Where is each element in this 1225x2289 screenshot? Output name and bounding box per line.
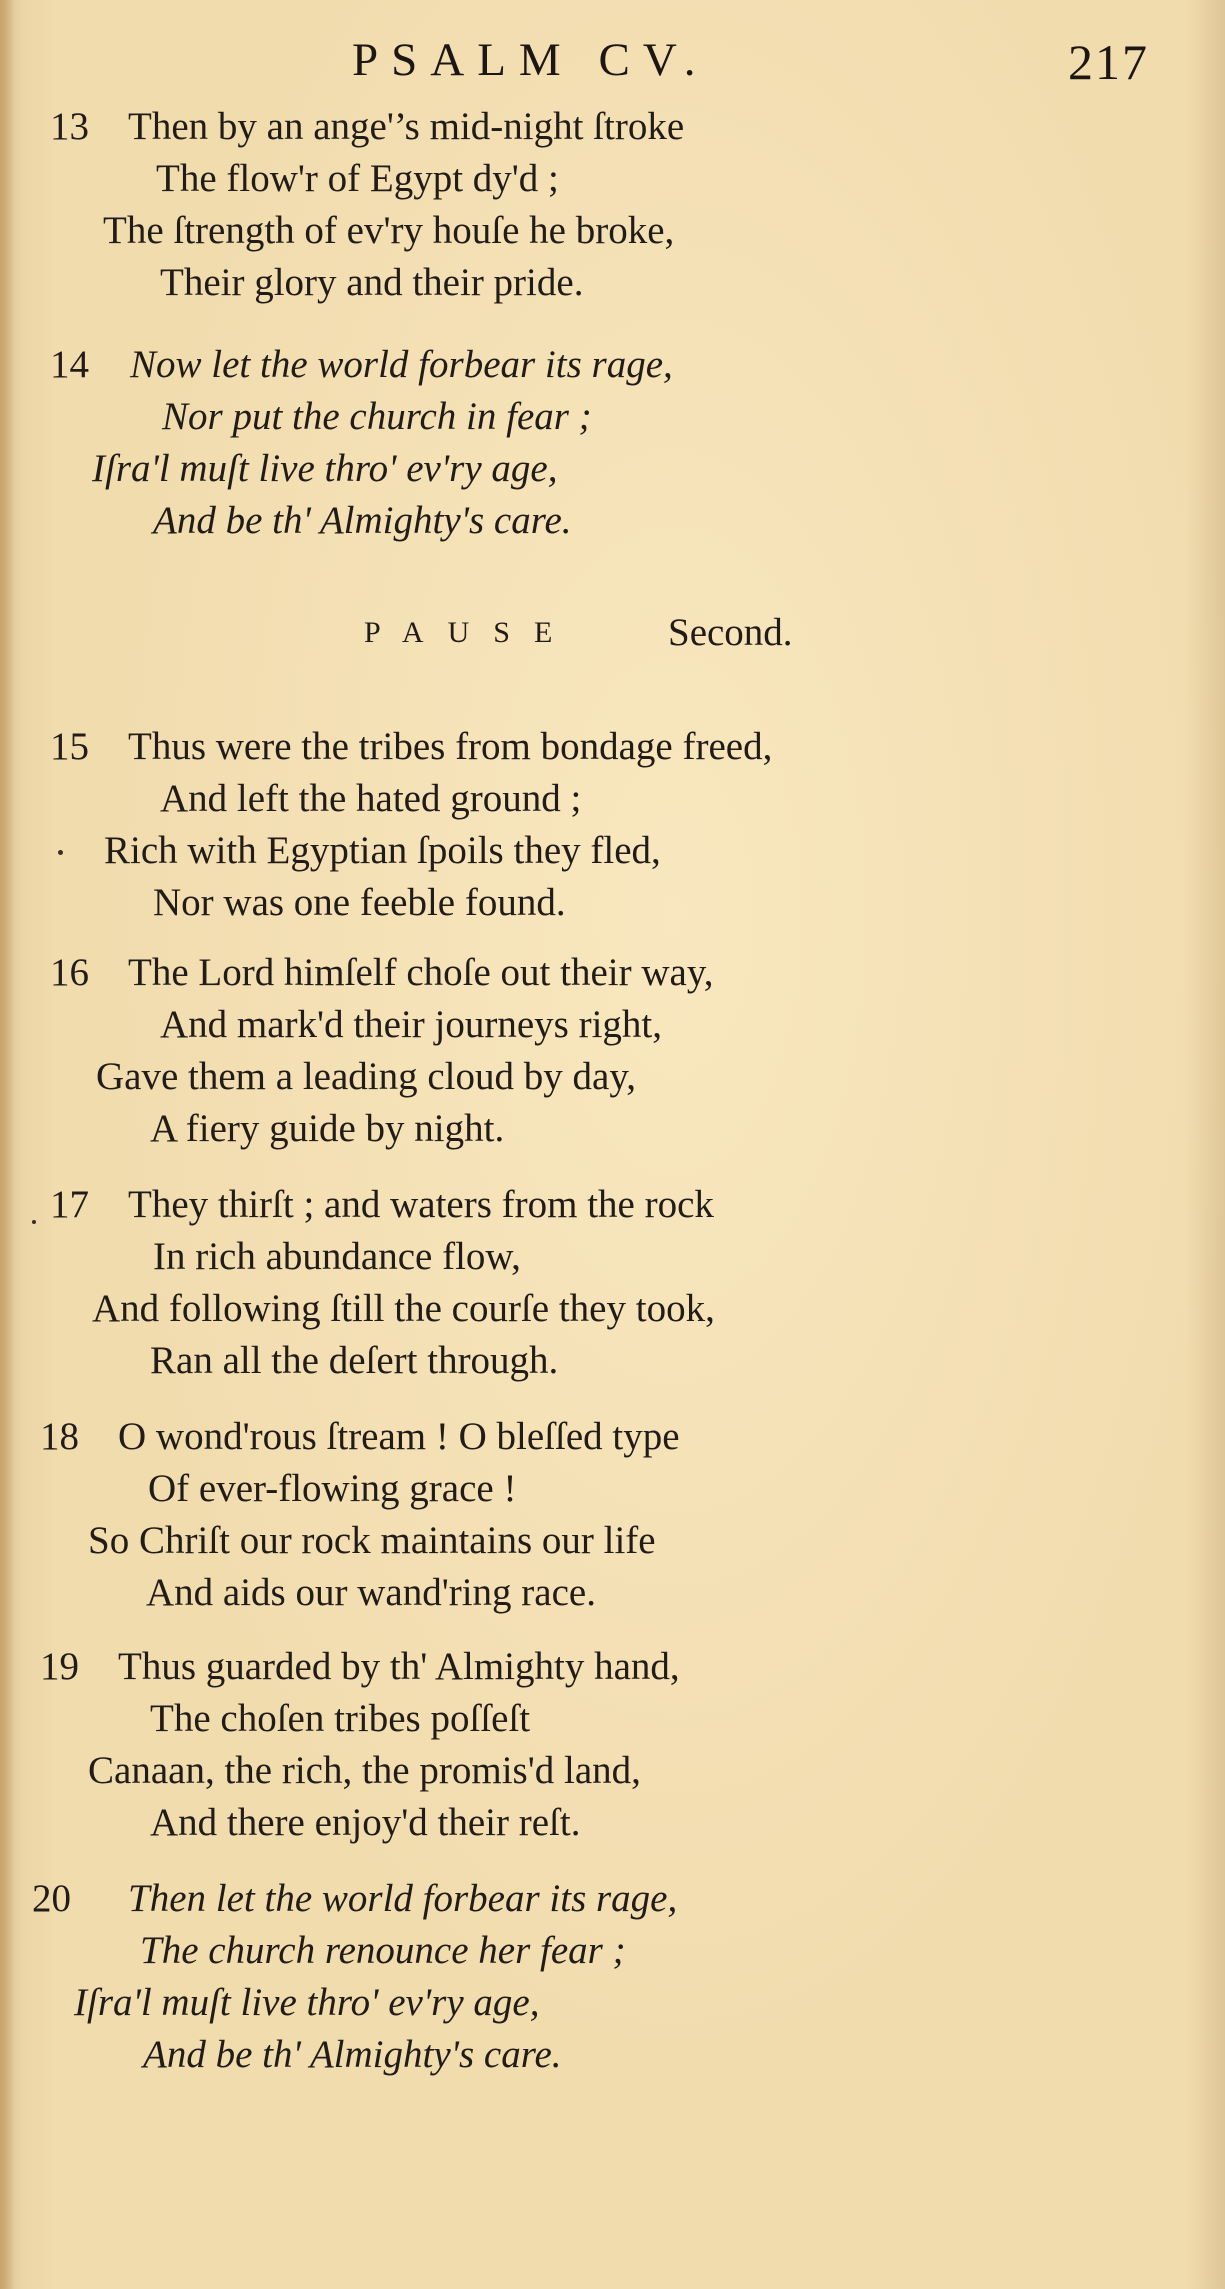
verse-line: And there enjoy'd their reſt. xyxy=(150,1801,581,1844)
verse-line: Rich with Egyptian ſpoils they fled, xyxy=(104,829,661,872)
verse-line: Their glory and their pride. xyxy=(160,261,584,304)
verse-line: Ran all the deſert through. xyxy=(150,1339,559,1382)
verse-line: Nor was one feeble found. xyxy=(153,881,566,924)
verse-line: The church renounce her fear ; xyxy=(140,1929,626,1972)
pause-heading xyxy=(0,608,1225,658)
stanza-number: 16 xyxy=(50,951,89,994)
verse-line: They thirſt ; and waters from the rock xyxy=(128,1183,714,1226)
stanza-number: 13 xyxy=(50,105,89,148)
verse-line: In rich abundance flow, xyxy=(153,1235,521,1278)
verse-line: O wond'rous ſtream ! O bleſſed type xyxy=(118,1415,680,1458)
ink-speck xyxy=(32,1220,36,1224)
pause-ordinal: Second. xyxy=(668,611,793,654)
verse-line: And aids our wand'ring race. xyxy=(146,1571,596,1614)
stanza-number: 20 xyxy=(32,1877,71,1920)
verse-line: The Lord himſelf choſe out their way, xyxy=(128,951,714,994)
verse-line: And be th' Almighty's care. xyxy=(143,2033,562,2076)
verse-line: Canaan, the rich, the promis'd land, xyxy=(88,1749,641,1792)
ink-speck xyxy=(58,850,63,855)
binding-edge xyxy=(0,0,14,2289)
verse-line: Then let the world forbear its rage, xyxy=(128,1877,678,1920)
verse-line: And mark'd their journeys right, xyxy=(160,1003,663,1046)
verse-line: The choſen tribes poſſeſt xyxy=(150,1697,531,1740)
verse-line: Nor put the church in fear ; xyxy=(162,395,592,438)
verse-line: Now let the world forbear its rage, xyxy=(130,343,673,386)
stanza-number: 18 xyxy=(40,1415,79,1458)
page-number: 217 xyxy=(1068,34,1149,90)
verse-line: Iſra'l muſt live thro' ev'ry age, xyxy=(74,1981,540,2024)
verse-line: So Chriſt our rock maintains our life xyxy=(88,1519,656,1562)
verse-line: And following ſtill the courſe they took, xyxy=(92,1287,715,1330)
verse-line: And be th' Almighty's care. xyxy=(153,499,572,542)
stanza-number: 17 xyxy=(50,1183,89,1226)
verse-line: Of ever-flowing grace ! xyxy=(148,1467,517,1510)
verse-line: Gave them a leading cloud by day, xyxy=(96,1055,637,1098)
verse-line: Iſra'l muſt live thro' ev'ry age, xyxy=(92,447,558,490)
verse-line: The ſtrength of ev'ry houſe he broke, xyxy=(103,209,675,252)
running-title: PSALM CV. xyxy=(352,34,709,86)
verse-line: Thus were the tribes from bondage freed, xyxy=(128,725,773,768)
stanza-number: 19 xyxy=(40,1645,79,1688)
verse-line: And left the hated ground ; xyxy=(160,777,582,820)
stanza-number: 15 xyxy=(50,725,89,768)
page-header xyxy=(0,30,1225,90)
verse-line: Then by an ange'’s mid-night ſtroke xyxy=(128,105,685,148)
stanza-number: 14 xyxy=(50,343,89,386)
verse-line: The flow'r of Egypt dy'd ; xyxy=(156,157,559,200)
pause-label: PAUSE xyxy=(364,616,577,649)
verse-line: Thus guarded by th' Almighty hand, xyxy=(118,1645,680,1688)
verse-line: A fiery guide by night. xyxy=(150,1107,505,1150)
